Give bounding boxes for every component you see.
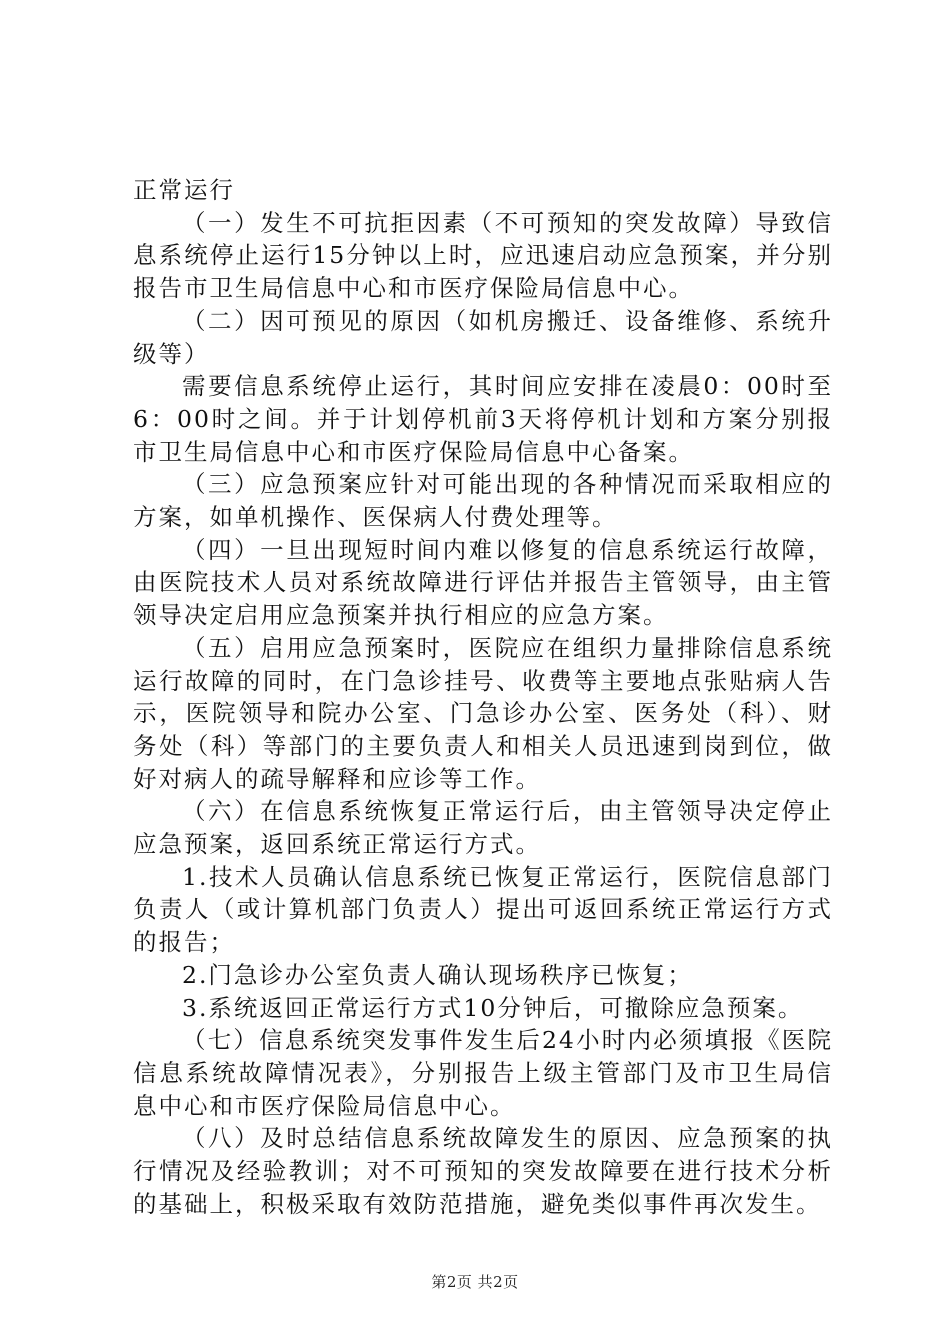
paragraph: 需要信息系统停止运行，其时间应安排在凌晨0：00时至6：00时之间。并于计划停机前3天将停机计划和方案分别报市卫生局信息中心和市医疗保险局信息中心备案。: [133, 372, 833, 466]
paragraph: （五）启用应急预案时，医院应在组织力量排除信息系统运行故障的同时，在门急诊挂号、收费等主要地点张贴病人告示，医院领导和院办公室、门急诊办公室、医务处（科）、财务处（科）等部门的主要负责人和相关人员迅速到岗到位，做好对病人的疏导解释和应诊等工作。: [133, 633, 833, 793]
page-footer: [0, 1272, 950, 1292]
document-body: [133, 174, 833, 1221]
paragraph: 1.技术人员确认信息系统已恢复正常运行，医院信息部门负责人（或计算机部门负责人）提出可返回系统正常运行方式的报告；: [133, 862, 833, 957]
paragraph: （六）在信息系统恢复正常运行后，由主管领导决定停止应急预案，返回系统正常运行方式。: [133, 797, 833, 859]
page-number-label: 第2页 共2页: [431, 1273, 519, 1291]
paragraph: 正常运行: [133, 176, 235, 204]
paragraph: （二）因可预见的原因（如机房搬迁、设备维修、系统升级等）: [133, 306, 833, 368]
paragraph: （七）信息系统突发事件发生后24小时内必须填报《医院信息系统故障情况表》，分别报告上级主管部门及市卫生局信息中心和市医疗保险局信息中心。: [133, 1026, 833, 1120]
paragraph: （八）及时总结信息系统故障发生的原因、应急预案的执行情况及经验教训；对不可预知的突发故障要在进行技术分析的基础上，积极采取有效防范措施，避免类似事件再次发生。: [133, 1124, 833, 1218]
paragraph: （四）一旦出现短时间内难以修复的信息系统运行故障，由医院技术人员对系统故障进行评估并报告主管领导，由主管领导决定启用应急预案并执行相应的应急方案。: [133, 535, 833, 630]
paragraph: （一）发生不可抗拒因素（不可预知的突发故障）导致信息系统停止运行15分钟以上时，应迅速启动应急预案，并分别报告市卫生局信息中心和市医疗保险局信息中心。: [133, 208, 833, 303]
paragraph: 3.系统返回正常运行方式10分钟后，可撤除应急预案。: [182, 993, 804, 1022]
paragraph: （三）应急预案应针对可能出现的各种情况而采取相应的方案，如单机操作、医保病人付费处理等。: [133, 470, 833, 532]
paragraph: 2.门急诊办公室负责人确认现场秩序已恢复；: [182, 960, 693, 989]
